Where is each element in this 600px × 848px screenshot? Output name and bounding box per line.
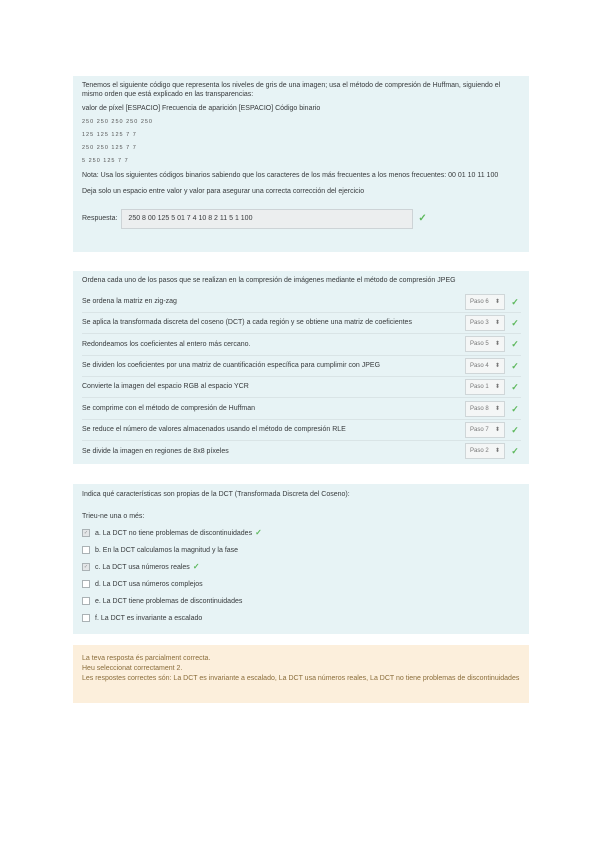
checkbox[interactable]	[82, 580, 90, 588]
step-row	[82, 420, 521, 441]
answer-input[interactable]: 250 8 00 125 5 01 7 4 10 8 2 11 5 1 100	[121, 209, 413, 229]
step-text: Se comprime con el método de compresión de Huffman	[82, 404, 256, 412]
step-select-value: Paso 4	[470, 362, 489, 369]
select-arrows-icon: ⬍	[494, 448, 500, 455]
step-select[interactable]	[465, 379, 505, 395]
question-1-intro: Tenemos el siguiente código que representa los niveles de gris de una imagen; usa el método de compresión de Huffman, siguiendo el mismo orden que está explicado en las transparencias:	[82, 82, 501, 99]
checkbox[interactable]	[82, 614, 90, 622]
code-line-1: 250 250 250 250 250	[82, 119, 153, 126]
checkmark-icon: ✓	[511, 382, 519, 393]
step-select[interactable]	[465, 443, 505, 459]
checkmark-icon: ✓	[511, 360, 519, 371]
checkmark-icon: ✓	[511, 424, 519, 435]
option-row[interactable]	[82, 576, 521, 593]
step-select-value: Paso 1	[470, 384, 489, 391]
step-text: Se aplica la transformada discreta del coseno (DCT) a cada región y se obtiene una matriz de coeficientes	[82, 319, 412, 327]
option-label: c. La DCT usa números reales	[95, 563, 190, 571]
step-row	[82, 377, 521, 398]
select-arrows-icon: ⬍	[494, 384, 500, 391]
select-arrows-icon: ⬍	[494, 362, 500, 369]
options-list	[82, 525, 521, 627]
feedback-box	[73, 645, 529, 703]
option-label: d. La DCT usa números complejos	[95, 580, 203, 588]
option-label: b. En la DCT calculamos la magnitud y la fase	[95, 546, 239, 554]
step-row	[82, 291, 521, 312]
step-row	[82, 313, 521, 334]
question-3-card	[73, 484, 529, 634]
code-line-3: 250 250 125 7 7	[82, 145, 137, 152]
step-select[interactable]	[465, 315, 505, 331]
question-1-tip: Deja solo un espacio entre valor y valor para asegurar una correcta corrección del ejercicio	[82, 187, 365, 195]
checkmark-icon: ✓	[255, 527, 262, 537]
question-1-note: Nota: Usa los siguientes códigos binarios sabiendo que los caracteres de los más frecuentes a los menos frecuentes: 00 01 10 11 100	[82, 172, 499, 180]
select-arrows-icon: ⬍	[494, 405, 500, 412]
option-label: e. La DCT tiene problemas de discontinuidades	[95, 597, 243, 605]
question-2-card	[73, 271, 529, 464]
step-select-value: Paso 7	[470, 426, 489, 433]
answer-label: Respuesta:	[82, 215, 118, 223]
code-line-4: 5 250 125 7 7	[82, 158, 129, 165]
step-text: Se dividen los coeficientes por una matriz de cuantificación específica para cumplimir con JPEG	[82, 362, 381, 370]
checkmark-icon: ✓	[511, 296, 519, 307]
question-2-text: Ordena cada uno de los pasos que se realizan en la compresión de imágenes mediante el método de compresión JPEG	[82, 277, 456, 284]
step-select[interactable]	[465, 294, 505, 310]
question-3-text: Indica qué características son propias de la DCT (Transformada Discreta del Coseno):	[82, 491, 350, 498]
step-select-value: Paso 6	[470, 298, 489, 305]
step-select[interactable]	[465, 336, 505, 352]
option-row[interactable]	[82, 593, 521, 610]
step-row	[82, 334, 521, 355]
answer-row	[82, 209, 521, 229]
select-arrows-icon: ⬍	[494, 341, 500, 348]
select-arrows-icon: ⬍	[494, 319, 500, 326]
checkmark-icon: ✓	[418, 213, 427, 225]
option-row[interactable]	[82, 525, 521, 542]
select-arrows-icon: ⬍	[494, 426, 500, 433]
checkbox[interactable]: ✓	[83, 530, 89, 537]
checkbox[interactable]	[82, 597, 90, 605]
question-1-card	[73, 76, 529, 252]
checkbox[interactable]	[82, 546, 90, 554]
step-select-value: Paso 3	[470, 319, 489, 326]
option-label: a. La DCT no tiene problemas de discontinuidades	[95, 529, 253, 537]
step-select[interactable]	[465, 401, 505, 417]
step-text: Redondeamos los coeficientes al entero más cercano.	[82, 340, 251, 348]
step-text: Se ordena la matriz en zig-zag	[82, 297, 177, 305]
select-arrows-icon: ⬍	[494, 298, 500, 305]
option-row[interactable]	[82, 559, 521, 576]
step-select[interactable]	[465, 422, 505, 438]
checkmark-icon: ✓	[192, 561, 200, 571]
checkmark-icon: ✓	[511, 403, 519, 414]
feedback-correct-answers: Les respostes correctes són: La DCT es invariante a escalado, La DCT usa números reales, La DCT no tiene problemas de discontinuidades	[82, 675, 520, 683]
step-select-value: Paso 8	[470, 405, 489, 412]
step-text: Se reduce el número de valores almacenados usando el método de compresión RLE	[82, 426, 346, 434]
step-select-value: Paso 5	[470, 341, 489, 348]
option-row[interactable]	[82, 542, 521, 559]
question-1-header: valor de píxel [ESPACIO] Frecuencia de aparición [ESPACIO] Código binario	[82, 104, 321, 112]
steps-list	[82, 291, 521, 461]
step-text: Se divide la imagen en regiones de 8x8 píxeles	[82, 447, 229, 455]
option-label: f. La DCT es invariante a escalado	[95, 614, 203, 622]
step-row	[82, 441, 521, 461]
checkmark-icon: ✓	[511, 446, 519, 457]
feedback-count: Heu seleccionat correctament 2.	[82, 665, 183, 673]
step-row	[82, 398, 521, 419]
step-select-value: Paso 2	[470, 448, 489, 455]
choose-label: Trieu-ne una o més:	[82, 513, 145, 521]
checkbox[interactable]: ✓	[83, 564, 89, 571]
step-select[interactable]	[465, 358, 505, 374]
step-text: Convierte la imagen del espacio RGB al espacio YCR	[82, 383, 249, 391]
checkmark-icon: ✓	[511, 317, 519, 328]
feedback-status: La teva resposta és parcialment correcta.	[82, 655, 211, 662]
code-block	[82, 116, 521, 168]
code-line-2: 125 125 125 7 7	[82, 132, 137, 139]
option-row[interactable]	[82, 610, 521, 627]
step-row	[82, 356, 521, 377]
checkmark-icon: ✓	[511, 339, 519, 350]
